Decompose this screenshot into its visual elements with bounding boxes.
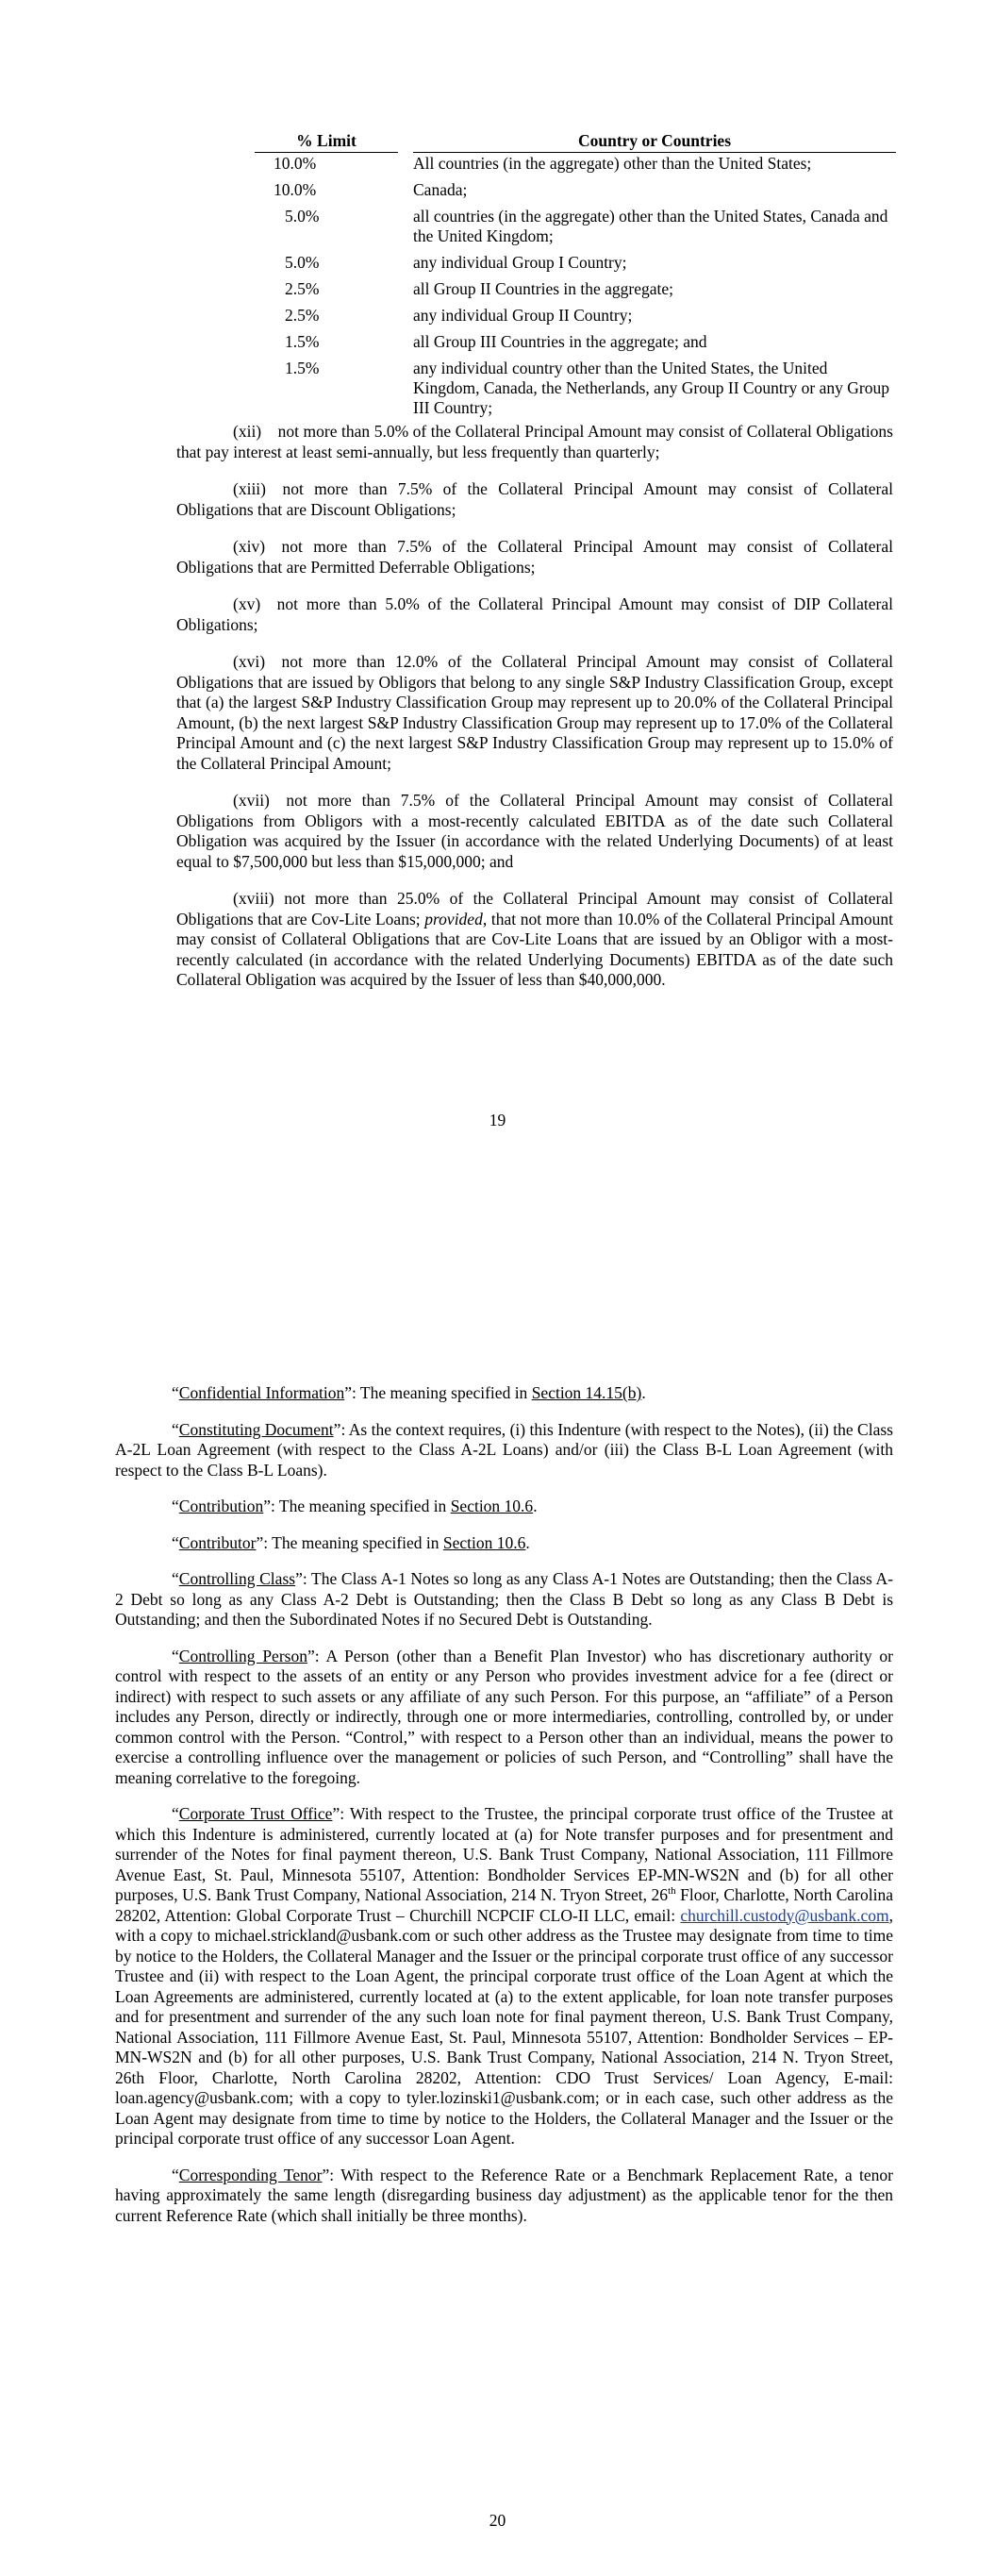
definition-term: Controlling Person [178,1646,307,1665]
limitation-paragraph [176,889,893,991]
definition-term: Corresponding Tenor [178,2165,323,2184]
close-quote: ” [322,2165,330,2184]
paragraph-number: (xvii) [233,791,270,810]
gap-cell [398,179,413,206]
country-cell: All countries (in the aggregate) other than the United States; [413,154,812,173]
definition-entry [115,1533,893,1554]
definition-term: Controlling Class [178,1569,296,1588]
limit-cell: 5.0% [285,253,320,272]
table-row [255,305,896,331]
table-row [255,358,896,424]
page-number: 19 [489,1111,506,1129]
table-header-row [255,131,896,153]
close-quote: ” [332,1804,340,1823]
paragraph-text: not more than 25.0% of the Collateral Principal Amount may consist of Collateral Obligations that are Cov-Lite Loans; [176,889,894,928]
definition-term: Constituting Document [178,1419,334,1439]
header-limit: % Limit [255,131,398,153]
country-cell: any individual Group I Country; [413,253,627,272]
gap-cell [398,206,413,252]
limitation-paragraph [176,422,893,462]
header-country: Country or Countries [413,131,896,153]
page-number: 20 [489,2511,506,2530]
open-quote: “ [172,1569,179,1588]
definition-entry [115,1804,893,2149]
paragraph-text: not more than 7.5% of the Collateral Principal Amount may consist of Collateral Obligations from Obligors with a most-recently calculated EBITDA as of the date such Collateral Obligation was acquired by the Issuer (in accordance with the related Underlying Documents) of at least equal to $7,500,000 but less than $15,000,000; and [176,791,893,871]
gap-cell [398,252,413,278]
country-cell: all Group II Countries in the aggregate; [413,279,674,298]
open-quote: “ [172,1804,179,1823]
definition-term: Corporate Trust Office [178,1804,333,1823]
definition-text: Floor, Charlotte, North Carolina 28202, Attention: Global Corporate Trust – Churchill NCPCIF CLO-II LLC, email: [115,1885,893,1925]
definition-term: Contribution [178,1497,264,1515]
definition-entry [115,1383,893,1404]
limit-cell: 5.0% [285,207,320,226]
close-quote: ” [295,1569,303,1588]
paragraph-text: not more than 7.5% of the Collateral Principal Amount may consist of Collateral Obligations that are Discount Obligations; [176,479,893,519]
gap-cell [398,153,413,180]
definition-text: : As the context requires, (i) this Indenture (with respect to the Notes), (ii) the Class A-2L Loan Agreement (with respect to the Class A-2L Loans) and/or (iii) the Class B-L Loan Agreement (with respect to the Class B-L Loans). [115,1419,893,1480]
section-reference: Section 10.6 [450,1497,534,1515]
definition-text: : The Class A-1 Notes so long as any Class A-1 Notes are Outstanding; then the Class A-2 Debt so long as any Class A-2 Debt is Outstanding; then the Class B Debt so long as any Class B Debt is Outstanding; and then the Subordinated Notes if no Secured Debt is Outstanding. [115,1569,893,1629]
country-cell: any individual Group II Country; [413,306,633,325]
limit-cell: 2.5% [285,279,320,298]
paragraph-number: (xvi) [233,652,266,671]
section-reference: Section 10.6 [442,1532,526,1552]
definition-text: : The meaning specified in [352,1383,532,1402]
definition-text: . [525,1532,530,1552]
gap-cell [398,358,413,424]
close-quote: ” [263,1497,272,1515]
limitation-paragraph [176,479,893,520]
paragraph-text: not more than 7.5% of the Collateral Principal Amount may consist of Collateral Obligations that are Permitted Deferrable Obligations; [176,537,893,577]
definition-entry [115,1420,893,1481]
section-reference: Section 14.15(b) [531,1383,642,1402]
paragraph-number: (xiv) [233,537,266,556]
open-quote: “ [172,1646,179,1665]
open-quote: “ [172,1497,179,1515]
open-quote: “ [172,2165,179,2184]
paragraph-italic: provided [424,909,483,928]
page-20 [0,1288,995,2576]
table-row [255,252,896,278]
email-link[interactable]: churchill.custody@usbank.com [680,1905,889,1925]
table-row [255,331,896,358]
paragraph-number: (xviii) [233,889,274,908]
table-row [255,206,896,252]
limit-cell: 1.5% [285,332,320,351]
definition-text: : The meaning specified in [263,1532,443,1552]
table-row [255,179,896,206]
definitions-list [115,1383,893,2226]
limitation-paragraph [176,537,893,577]
gap-cell [398,331,413,358]
paragraph-text: not more than 5.0% of the Collateral Principal Amount may consist of DIP Collateral Obligations; [176,594,893,634]
paragraph-number: (xiii) [233,479,266,498]
gap-cell [398,278,413,305]
country-cell: any individual country other than the United States, the United Kingdom, Canada, the Netherlands, any Group II Country or any Group III Country; [413,359,889,417]
limit-cell: 1.5% [285,359,320,377]
definition-entry [115,1569,893,1631]
table-body [255,153,896,425]
limitation-paragraph [176,652,893,774]
limitation-paragraph [176,791,893,872]
definition-entry [115,1497,893,1517]
limitation-paragraph [176,594,893,635]
country-cell: Canada; [413,180,468,199]
limit-cell: 2.5% [285,306,320,325]
definition-entry [115,2166,893,2227]
table-row [255,153,896,180]
open-quote: “ [172,1532,179,1552]
definition-text: . [641,1383,646,1402]
close-quote: ” [307,1646,315,1665]
country-cell: all countries (in the aggregate) other than the United States, Canada and the United Kingdom; [413,207,888,245]
close-quote: ” [256,1532,264,1552]
paragraph-text: not more than 12.0% of the Collateral Principal Amount may consist of Collateral Obligations that are issued by Obligors that belong to any single S&P Industry Classification Group, except that (a) the largest S&P Industry Classification Group may represent up to 20.0% of the Collateral Principal Amount, (b) the next largest S&P Industry Classification Group may represent up to 17.0% of the Collateral Principal Amount and (c) the next largest S&P Industry Classification Group may represent up to 15.0% of the Collateral Principal Amount; [176,652,893,773]
definition-text: : A Person (other than a Benefit Plan Investor) who has discretionary authority or control with respect to the assets of an entity or any Person who provides investment advice for a fee (direct or indirect) with respect to such assets or any affiliate of any such Person. For this purpose, an “affiliate” of a Person includes any Person, directly or indirectly, through one or more intermediaries, controlling, controlled by, or under common control with the Person. “Control,” with respect to a Person other than an individual, means the power to exercise a controlling influence over the management or policies of such Person, and “Controlling” shall have the meaning correlative to the foregoing. [115,1646,893,1787]
table-row [255,278,896,305]
definition-text: : With respect to the Reference Rate or a Benchmark Replacement Rate, a tenor having approximately the same length (disregarding business day adjustment) as the applicable tenor for the then current Reference Rate (which shall initially be three months). [115,2165,894,2225]
paragraph-text: , that not more than 10.0% of the Collateral Principal Amount may consist of Collateral Obligations that are Cov-Lite Loans that are issued by an Obligor with a most-recently calculated (in accordance with the related Underlying Documents) EBITDA as of the date such Collateral Obligation was acquired by the Issuer of less than $40,000,000. [176,909,893,989]
limit-cell: 10.0% [274,154,317,173]
header-gap [398,131,413,153]
definition-text: . [533,1497,538,1515]
close-quote: ” [333,1419,341,1439]
country-cell: all Group III Countries in the aggregate; and [413,332,707,351]
close-quote: ” [344,1383,353,1402]
superscript: th [668,1885,676,1898]
limitation-paragraphs [176,422,893,991]
definition-term: Confidential Information [178,1383,345,1402]
paragraph-number: (xii) [233,422,262,441]
open-quote: “ [172,1419,179,1439]
definition-text: : The meaning specified in [271,1497,451,1515]
definition-text: , with a copy to michael.strickland@usbank.com or such other address as the Trustee may designate from time to time by notice to the Holders, the Collateral Manager and the Issuer or the principal corporate trust office of any successor Trustee and (ii) with respect to the Loan Agent, the principal corporate trust office of the Loan Agent at which the Loan Agreements are administered, currently located at (a) to the extent applicable, for loan note transfer purposes and for presentment and surrender of the any such loan note for final payment thereon, U.S. Bank Trust Company, National Association, 111 Fillmore Avenue East, St. Paul, Minnesota 55107, Attention: Bondholder Services – EP-MN-WS2N and (b) for all other purposes, U.S. Bank Trust Company, National Association, 214 N. Tryon Street, 26th Floor, Charlotte, North Carolina 28202, Attention: CDO Trust Services/ Loan Agency, E-mail: loan.agency@usbank.com; with a copy to tyler.lozinski1@usbank.com; or in each case, such other address as the Loan Agent may designate from time to time by notice to the Holders, the Collateral Manager and the Issuer or the principal corporate trust office of any successor Loan Agent. [115,1905,893,2148]
paragraph-number: (xv) [233,594,261,613]
open-quote: “ [172,1383,179,1402]
country-limit-table [255,131,896,424]
definition-text: : With respect to the Trustee, the principal corporate trust office of the Trustee at which this Indenture is administered, currently located at (a) for Note transfer purposes and for presentment and surrender of the Notes for final payment thereon, U.S. Bank Trust Company, National Association, 111 Fillmore Avenue East, St. Paul, Minnesota 55107, Attention: Bondholder Services EP-MN-WS2N and (b) for all other purposes, U.S. Bank Trust Company, National Association, 214 N. Tryon Street, 26 [115,1804,893,1904]
definition-entry [115,1647,893,1789]
gap-cell [398,305,413,331]
definition-term: Contributor [178,1532,257,1552]
limit-cell: 10.0% [274,180,317,199]
paragraph-text: not more than 5.0% of the Collateral Principal Amount may consist of Collateral Obligations that pay interest at least semi-annually, but less frequently than quarterly; [176,422,893,461]
